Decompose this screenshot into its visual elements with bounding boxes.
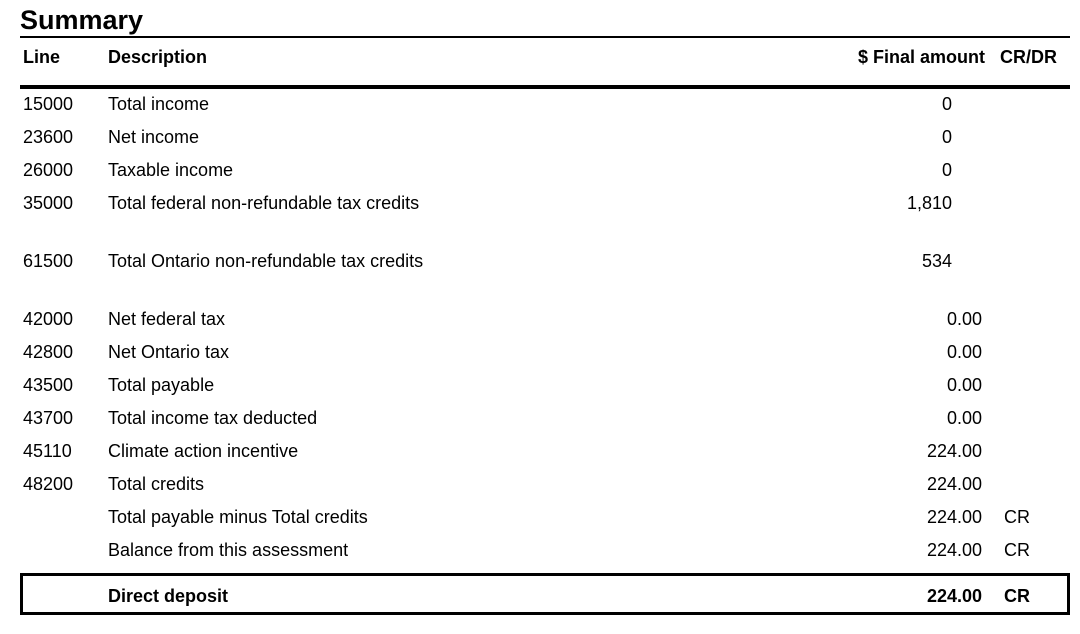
direct-deposit-label: Direct deposit xyxy=(108,586,229,606)
line-number: 45110 xyxy=(23,441,72,461)
line-amount: 0 xyxy=(941,160,952,180)
line-description: Net income xyxy=(108,127,200,147)
table-row xyxy=(20,190,1070,248)
table-header xyxy=(20,47,1070,73)
line-description: Total credits xyxy=(108,474,205,494)
line-number: 35000 xyxy=(23,193,74,213)
direct-deposit-crdr: CR xyxy=(1004,586,1030,606)
line-description: Total income tax deducted xyxy=(108,408,318,428)
line-amount: 224.00 xyxy=(926,441,982,461)
header-crdr: CR/DR xyxy=(1000,47,1057,67)
line-amount: 0.00 xyxy=(946,309,982,329)
line-crdr: CR xyxy=(1004,507,1030,527)
line-number: 43500 xyxy=(23,375,74,395)
header-description: Description xyxy=(108,47,208,67)
line-amount: 224.00 xyxy=(926,474,982,494)
line-amount: 0.00 xyxy=(946,408,982,428)
line-description: Net federal tax xyxy=(108,309,226,329)
line-number: 15000 xyxy=(23,94,74,114)
line-amount: 0 xyxy=(941,127,952,147)
line-amount: 0.00 xyxy=(946,342,982,362)
table-row xyxy=(20,248,1070,306)
line-number: 23600 xyxy=(23,127,74,147)
line-crdr: CR xyxy=(1004,540,1030,560)
table-row xyxy=(20,157,1070,190)
line-description: Taxable income xyxy=(108,160,234,180)
line-description: Balance from this assessment xyxy=(108,540,349,560)
title-divider xyxy=(20,36,1070,38)
line-description: Total federal non-refundable tax credits xyxy=(108,193,420,213)
table-row xyxy=(20,405,1070,438)
page-title: Summary xyxy=(20,5,144,35)
line-description: Climate action incentive xyxy=(108,441,299,461)
line-description: Total Ontario non-refundable tax credits xyxy=(108,251,424,271)
line-number: 42000 xyxy=(23,309,74,329)
table-row xyxy=(20,504,1070,537)
line-number: 42800 xyxy=(23,342,74,362)
table-row xyxy=(20,339,1070,372)
line-amount: 0.00 xyxy=(946,375,982,395)
summary-section xyxy=(20,0,1074,606)
line-number: 43700 xyxy=(23,408,74,428)
table-row xyxy=(20,306,1070,339)
summary-table xyxy=(20,91,1070,570)
line-number: 48200 xyxy=(23,474,74,494)
line-description: Total payable minus Total credits xyxy=(108,507,368,527)
line-description: Net Ontario tax xyxy=(108,342,230,362)
header-divider xyxy=(20,85,1070,89)
header-line: Line xyxy=(23,47,61,67)
line-amount: 224.00 xyxy=(926,540,982,560)
line-number: 61500 xyxy=(23,251,74,271)
table-row xyxy=(20,537,1070,570)
line-description: Total payable xyxy=(108,375,215,395)
line-amount: 1,810 xyxy=(906,193,952,213)
line-amount: 534 xyxy=(921,251,952,271)
line-number: 26000 xyxy=(23,160,74,180)
table-row xyxy=(20,438,1070,471)
direct-deposit-amount: 224.00 xyxy=(926,586,982,606)
direct-deposit-row xyxy=(20,573,1070,615)
table-row xyxy=(20,124,1070,157)
table-row xyxy=(20,372,1070,405)
table-row xyxy=(20,471,1070,504)
table-row xyxy=(20,91,1070,124)
header-final-amount: $ Final amount xyxy=(857,47,985,67)
line-description: Total income xyxy=(108,94,210,114)
line-amount: 0 xyxy=(941,94,952,114)
line-amount: 224.00 xyxy=(926,507,982,527)
